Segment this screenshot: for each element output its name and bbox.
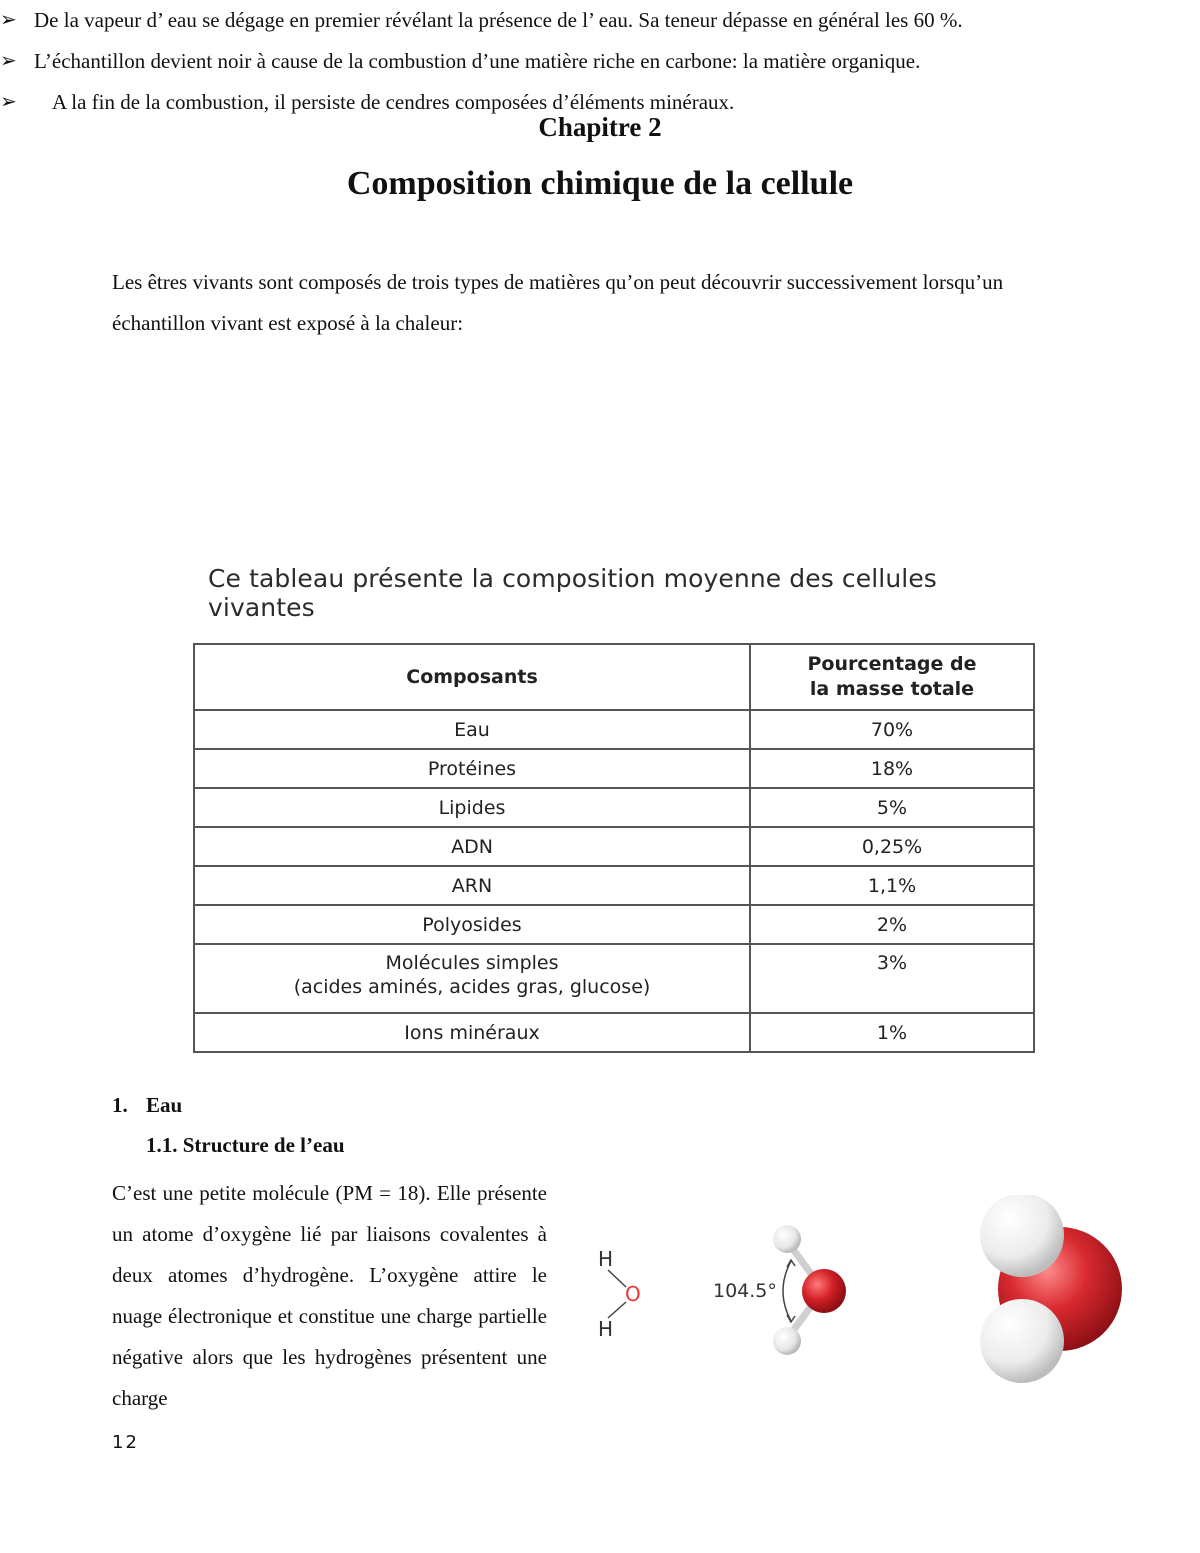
water-ball-stick-model xyxy=(705,1215,865,1365)
cell-component: Ions minéraux xyxy=(194,1013,750,1052)
cell-percentage: 0,25% xyxy=(750,827,1034,866)
bullet-text: De la vapeur d’ eau se dégage en premier révélant la présence de l’ eau. Sa teneur dépasse en général les 60 %. xyxy=(34,8,963,32)
arrow-bullet-icon: ➢ xyxy=(0,91,17,113)
section-number: 1. xyxy=(112,1093,128,1117)
table-row xyxy=(194,905,1034,944)
list-item xyxy=(0,0,985,41)
formula-o: O xyxy=(625,1282,641,1306)
formula-h-bottom: H xyxy=(598,1317,614,1341)
hydrogen-sphere xyxy=(980,1195,1064,1277)
composition-table xyxy=(193,643,1035,1053)
cell-percentage: 1% xyxy=(750,1013,1034,1052)
header-composants: Composants xyxy=(194,644,750,710)
list-item xyxy=(0,41,985,82)
table-row xyxy=(194,788,1034,827)
cell-component: Polyosides xyxy=(194,905,750,944)
table-header-row xyxy=(194,644,1034,710)
intro-paragraph: Les êtres vivants sont composés de trois types de matières qu’on peut découvrir successivement lorsqu’un échantillon vivant est exposé à la chaleur: xyxy=(112,270,1004,335)
oxygen-atom xyxy=(802,1269,846,1313)
list-item xyxy=(0,82,985,123)
cell-percentage: 18% xyxy=(750,749,1034,788)
cell-component: Lipides xyxy=(194,788,750,827)
section-title: Eau xyxy=(146,1093,183,1117)
table-row xyxy=(194,1013,1034,1052)
cell-percentage: 1,1% xyxy=(750,866,1034,905)
hydrogen-atom xyxy=(773,1225,801,1253)
bullet-text: A la fin de la combustion, il persiste de cendres composées d’éléments minéraux. xyxy=(52,90,735,114)
table-row xyxy=(194,749,1034,788)
arrow-bullet-icon: ➢ xyxy=(0,9,17,31)
arrow-bullet-icon: ➢ xyxy=(0,50,17,72)
water-space-filling-model xyxy=(970,1195,1130,1385)
cell-component-line-2: (acides aminés, acides gras, glucose) xyxy=(293,976,651,998)
cell-component: ADN xyxy=(194,827,750,866)
chapter-label: Chapitre 2 xyxy=(538,112,662,142)
cell-component: Eau xyxy=(194,710,750,749)
header-pourcentage xyxy=(750,644,1034,710)
bullet-list xyxy=(0,0,985,123)
table-row xyxy=(194,710,1034,749)
table-row xyxy=(194,827,1034,866)
header-line-1: Pourcentage de xyxy=(807,653,977,675)
cell-percentage: 70% xyxy=(750,710,1034,749)
body-paragraph: C’est une petite molécule (PM = 18). Elle présente un atome d’oxygène lié par liaisons covalentes à deux atomes d’hydrogène. L’oxygène attire le nuage électronique et constitue une charge partielle négative alors que les hydrogènes présentent une charge xyxy=(112,1181,547,1410)
cell-percentage: 5% xyxy=(750,788,1034,827)
cell-percentage: 3% xyxy=(750,944,1034,1013)
header-line-2: la masse totale xyxy=(809,678,975,700)
section-heading-1 xyxy=(112,1093,182,1118)
cell-component xyxy=(194,944,750,1013)
cell-component-line-1: Molécules simples xyxy=(385,952,559,974)
cell-component: ARN xyxy=(194,866,750,905)
cell-percentage: 2% xyxy=(750,905,1034,944)
table-row xyxy=(194,944,1034,1013)
bond-angle-label: 104.5° xyxy=(713,1280,777,1302)
table-caption: Ce tableau présente la composition moyenne des cellules vivantes xyxy=(208,564,937,622)
subsection-heading: 1.1. Structure de l’eau xyxy=(146,1133,345,1157)
page-number: 12 xyxy=(112,1432,139,1453)
bullet-text: L’échantillon devient noir à cause de la combustion d’une matière riche en carbone: la matière organique. xyxy=(34,49,921,73)
page-title: Composition chimique de la cellule xyxy=(346,165,854,202)
table-row xyxy=(194,866,1034,905)
hydrogen-sphere xyxy=(980,1299,1064,1383)
formula-h-top: H xyxy=(598,1247,614,1271)
water-structural-formula xyxy=(590,1240,650,1345)
cell-component: Protéines xyxy=(194,749,750,788)
hydrogen-atom xyxy=(773,1327,801,1355)
